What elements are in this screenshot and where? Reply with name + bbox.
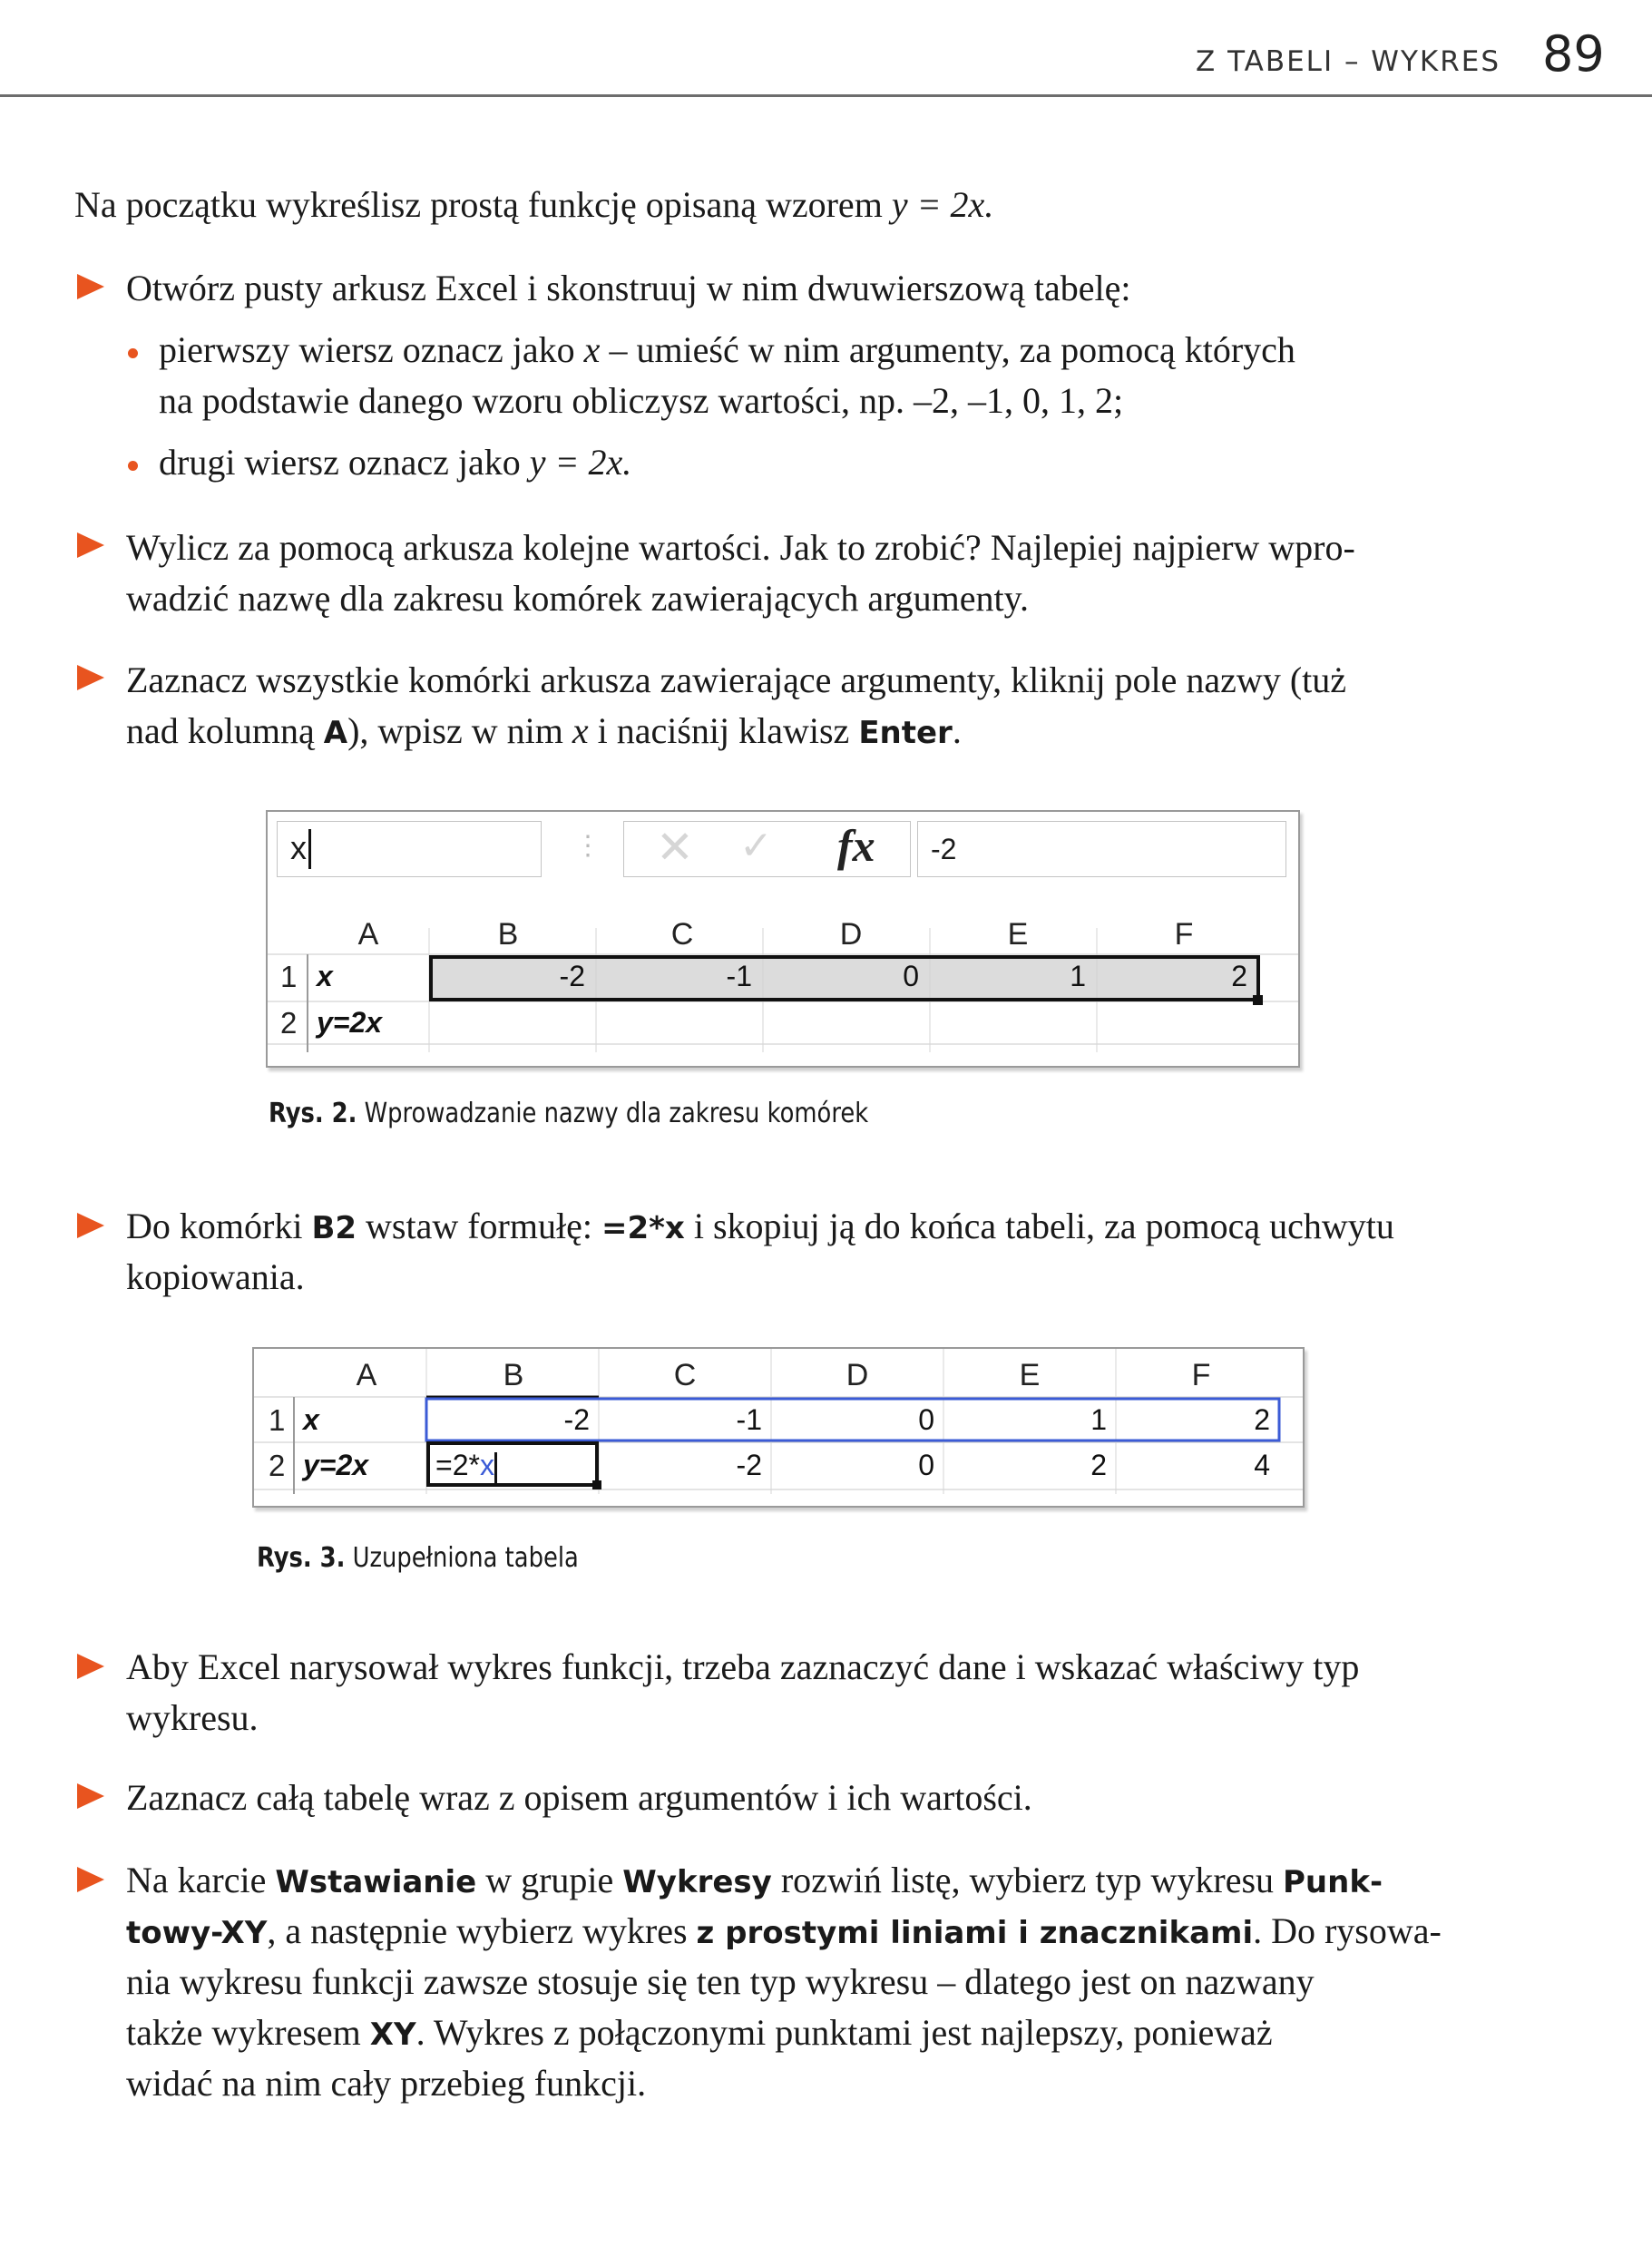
step2-line2: wadzić nazwę dla zakresu komórek zawierających argumenty. (126, 578, 1030, 619)
step7-chart-type-a: Punk- (1283, 1864, 1383, 1900)
cell-a2[interactable]: y=2x (317, 1006, 383, 1039)
bullet1-var: x (583, 329, 601, 370)
excel-screenshot-name-range (266, 810, 1300, 1068)
cell-c2[interactable]: -2 (736, 1449, 762, 1481)
cell-f1[interactable]: 2 (1254, 1403, 1270, 1436)
page-number: 89 (1542, 25, 1605, 83)
page-header (0, 0, 1652, 100)
step4-line1 (126, 1201, 1394, 1254)
column-header-e[interactable]: E (1007, 917, 1029, 952)
cell-e1[interactable]: 1 (1070, 960, 1086, 992)
step-arrow-icon (77, 532, 104, 558)
column-header-b[interactable]: B (497, 917, 519, 952)
cell-d1[interactable]: 0 (903, 960, 919, 992)
formula-bar-separator-icon: ⋮ (574, 831, 601, 861)
step7-xy: XY (369, 2017, 416, 2053)
cell-c1[interactable]: -1 (726, 960, 752, 992)
intro-formula: y = 2x. (891, 184, 994, 225)
cell-a1[interactable]: x (317, 960, 333, 992)
cancel-icon[interactable]: ✕ (656, 821, 694, 874)
step3-column-a: A (323, 715, 348, 751)
formula-value: -2 (931, 833, 957, 865)
step3-text-d: . (952, 710, 962, 751)
column-header-d[interactable]: D (839, 917, 863, 952)
cell-e1[interactable]: 1 (1090, 1403, 1107, 1436)
step4-line2: kopiowania. (126, 1256, 305, 1297)
cell-b1[interactable]: -2 (563, 1403, 590, 1436)
bullet-dot-icon (128, 348, 138, 358)
step7-chart-type-b: towy-XY (126, 1915, 268, 1951)
cell-b1[interactable]: -2 (559, 960, 585, 992)
name-box-value: x (290, 829, 307, 866)
step3-enter-key: Enter (858, 715, 953, 751)
cell-e2[interactable]: 2 (1090, 1449, 1107, 1481)
step4-cell-ref: B2 (311, 1210, 357, 1246)
step7-line1 (126, 1855, 1383, 1908)
row-header-1[interactable]: 1 (269, 1403, 286, 1437)
figure2-caption (269, 1098, 868, 1129)
step7-text-f: także wykresem (126, 2012, 370, 2053)
bullet2-text: drugi wiersz oznacz jako (159, 442, 530, 483)
intro-paragraph (74, 180, 993, 230)
figure2-caption-number: Rys. 2. (269, 1098, 357, 1129)
fill-handle (592, 1480, 601, 1489)
step7-line4 (126, 2007, 1273, 2060)
step3-var: x (572, 710, 589, 751)
bullet1-text-b: – umieść w nim argumenty, za pomocą których (600, 329, 1295, 370)
column-header-c[interactable]: C (673, 1358, 697, 1392)
fill-handle (1253, 995, 1263, 1005)
formula-reference: x (479, 1449, 494, 1481)
column-header-f[interactable]: F (1191, 1358, 1211, 1392)
column-header-c[interactable]: C (670, 917, 694, 952)
column-header-e[interactable]: E (1019, 1358, 1041, 1392)
step1-bullet1-line2: na podstawie danego wzoru obliczysz wartości, np. –2, –1, 0, 1, 2; (159, 380, 1124, 421)
insert-function-icon[interactable]: fx (837, 820, 875, 871)
intro-text: Na początku wykreślisz prostą funkcję opisaną wzorem (74, 184, 892, 225)
step4-text-b: wstaw formułę: (357, 1206, 601, 1246)
column-header-b[interactable]: B (503, 1358, 524, 1392)
step7-text-e: . Do rysowa- (1253, 1910, 1442, 1951)
step7-text-c: rozwiń listę, wybierz typ wykresu (771, 1860, 1284, 1900)
step7-line5: widać na nim cały przebieg funkcji. (126, 2063, 647, 2104)
cell-b2-formula[interactable] (435, 1449, 497, 1483)
step1-bullet2 (159, 437, 631, 488)
step-arrow-icon (77, 1654, 104, 1679)
header-rule (0, 94, 1652, 97)
step7-text-b: w grupie (476, 1860, 623, 1900)
step5-line1: Aby Excel narysował wykres funkcji, trzeba zaznaczyć dane i wskazać właściwy typ (126, 1646, 1360, 1687)
step7-text-g: . Wykres z połączonymi punktami jest najlepszy, ponieważ (415, 2012, 1273, 2053)
column-header-a[interactable]: A (356, 1358, 377, 1392)
step3-text-c: i naciśnij klawisz (588, 710, 859, 751)
step3-line1: Zaznacz wszystkie komórki arkusza zawierające argumenty, kliknij pole nazwy (tuż (126, 659, 1346, 700)
cell-d1[interactable]: 0 (918, 1403, 934, 1436)
step1-bullet1-line1 (159, 325, 1295, 376)
step7-group-name: Wykresy (622, 1864, 772, 1900)
step-arrow-icon (77, 1867, 104, 1892)
cell-a1[interactable]: x (303, 1403, 319, 1436)
step-arrow-icon (77, 274, 104, 299)
step7-line2 (126, 1906, 1442, 1958)
step3-text-a: nad kolumną (126, 710, 324, 751)
excel-screenshot-filled-table (252, 1347, 1305, 1508)
step4-formula: =2*x (601, 1210, 685, 1246)
formula-prefix: =2* (435, 1449, 480, 1481)
text-cursor (494, 1452, 497, 1483)
step7-line3: nia wykresu funkcji zawsze stosuje się ten typ wykresu – dlatego jest on nazwany (126, 1961, 1315, 2002)
step6-line1: Zaznacz całą tabelę wraz z opisem argumentów i ich wartości. (126, 1777, 1032, 1818)
cell-c1[interactable]: -1 (736, 1403, 762, 1436)
sheet-grid (268, 812, 1298, 1066)
step-arrow-icon (77, 1213, 104, 1238)
bullet1-text-a: pierwszy wiersz oznacz jako (159, 329, 584, 370)
cell-f1[interactable]: 2 (1231, 960, 1247, 992)
step4-text-a: Do komórki (126, 1206, 312, 1246)
step7-text-d: , a następnie wybierz wykres (267, 1910, 697, 1951)
cell-a2[interactable]: y=2x (303, 1449, 369, 1481)
step-arrow-icon (77, 1783, 104, 1809)
step7-tab-name: Wstawianie (275, 1864, 477, 1900)
column-header-f[interactable]: F (1174, 917, 1194, 952)
figure3-caption (257, 1542, 579, 1574)
column-header-a[interactable]: A (357, 917, 379, 952)
step7-chart-variant: z prostymi liniami i znacznikami (696, 1915, 1254, 1951)
step-arrow-icon (77, 665, 104, 690)
row-header-2[interactable]: 2 (280, 1006, 298, 1040)
column-header-d[interactable]: D (846, 1358, 869, 1392)
section-title: Z TABELI – WYKRES (1196, 45, 1501, 78)
bullet2-formula: y = 2x. (529, 442, 632, 483)
bullet-dot-icon (128, 461, 138, 471)
row-header-2[interactable]: 2 (269, 1449, 286, 1482)
step3-text-b: ), wpisz w nim (347, 710, 572, 751)
step4-text-c: i skopiuj ją do końca tabeli, za pomocą uchwytu (684, 1206, 1394, 1246)
row-header-1[interactable]: 1 (280, 960, 298, 993)
step5-line2: wykresu. (126, 1697, 259, 1738)
figure3-caption-number: Rys. 3. (257, 1542, 346, 1574)
step7-text-a: Na karcie (126, 1860, 276, 1900)
cell-d2[interactable]: 0 (918, 1449, 934, 1481)
enter-check-icon[interactable]: ✓ (739, 823, 773, 869)
cell-f2[interactable]: 4 (1254, 1449, 1270, 1481)
step3-line2 (126, 706, 962, 758)
step1-text: Otwórz pusty arkusz Excel i skonstruuj w nim dwuwierszową tabelę: (126, 268, 1131, 308)
step2-line1: Wylicz za pomocą arkusza kolejne wartości. Jak to zrobić? Najlepiej najpierw wpro- (126, 527, 1355, 568)
figure2-caption-text: Wprowadzanie nazwy dla zakresu komórek (357, 1098, 869, 1129)
figure3-caption-text: Uzupełniona tabela (345, 1542, 579, 1574)
